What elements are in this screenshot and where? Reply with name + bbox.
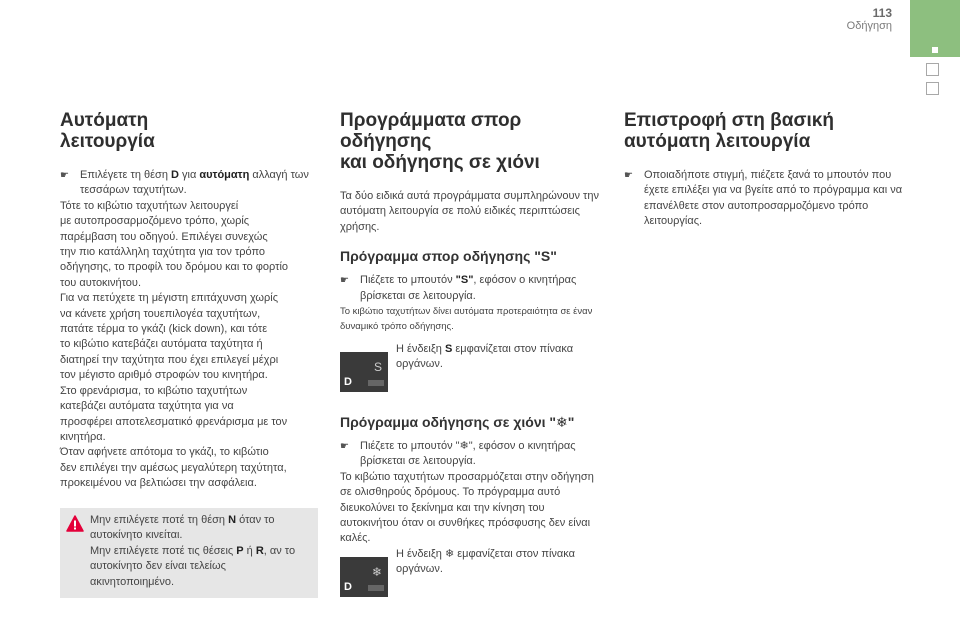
tab-marker — [932, 47, 938, 53]
section-name: Οδήγηση — [846, 20, 892, 32]
indicator-text: Η ένδειξη ❄ εμφανίζεται στον πίνακα οργάνων. — [396, 547, 575, 576]
instruction-bullet: ☛ Πιέζετε το μπουτόν "S", εφόσον ο κινητήρας βρίσκεται σε λειτουργία. — [340, 274, 577, 302]
snow-indicator — [340, 547, 602, 611]
chapter-marker-empty — [926, 63, 939, 76]
column-special-programs — [340, 110, 602, 611]
snow-heading: Πρόγραμμα οδήγησης σε χιόνι "❄" — [340, 414, 575, 431]
instruction-bullet: ☛ Πιέζετε το μπουτόν "❄", εφόσον ο κινητήρας βρίσκεται σε λειτουργία. — [340, 440, 576, 468]
section-title: Προγράμματα σπορ οδήγησης και οδήγησης σε χιόνι — [340, 110, 540, 173]
pointer-hand-icon: ☛ — [340, 441, 349, 453]
sport-note: Το κιβώτιο ταχυτήτων δίνει αυτόματα προτεραιότητα σε έναν δυναμικό τρόπο οδήγησης. — [340, 306, 593, 333]
exclamation-triangle-icon — [66, 515, 84, 533]
snowflake-icon: ❄ — [371, 564, 382, 579]
section-title: Αυτόματη λειτουργία — [60, 110, 155, 152]
sport-indicator — [340, 342, 602, 406]
instrument-panel-image: D S — [340, 352, 388, 392]
column-automatic-mode — [60, 110, 318, 492]
body-text: Τότε το κιβώτιο ταχυτήτων λειτουργεί με αυτοπροσαρμοζόμενο τρόπο, χωρίς παρέμβαση του οδηγού. Επιλέγει συνεχώς την πιο κατάλληλη ταχύτητα για τον τρόπο οδήγησης, το προφίλ του δρόμου και το φορτίο του αυτοκινήτου. Για να πετύχετε τη μέγιστη επιτάχυνση χωρίς να κάνετε χρήση τουεπιλογέα ταχυτήτων, πατάτε τέρμα το γκάζι (kick down), και τότε το κιβώτιο κατεβάζει αυτόματα ταχύτητα ή διατηρεί την ταχύτητα που έχει επιλεγεί μέχρι τον μέγιστο αριθμό στροφών του κινητήρα. Στο φρενάρισμα, το κιβώτιο ταχυτήτων κατεβάζει αυτόματα ταχύτητα για να προσφέρει αποτελεσματικό φρενάρισμα με τον κινητήρα. Όταν αφήνετε απότομα το γκάζι, το κιβώτιο δεν επιλέγει την αμέσως μεγαλύτερη ταχύτητα, προκειμένου να βελτιώσει την ασφάλεια. — [60, 199, 289, 490]
section-title: Επιστροφή στη βασική αυτόματη λειτουργία — [624, 110, 834, 152]
sport-heading: Πρόγραμμα σπορ οδήγησης "S" — [340, 248, 557, 265]
warning-box — [60, 508, 318, 598]
pointer-hand-icon: ☛ — [340, 275, 349, 287]
warning-text: Μην επιλέγετε ποτέ τη θέση N όταν το αυτοκίνητο κινείται. Μην επιλέγετε ποτέ τις θέσεις P ή R, αν το αυτοκίνητο δεν είναι τελείως ακινητοποιημένο. — [90, 514, 296, 588]
page-number: 113 — [872, 6, 892, 20]
intro-text: Τα δύο ειδικά αυτά προγράμματα συμπληρώνουν την αυτόματη λειτουργία σε πολύ ειδικές περιπτώσεις χρήσης. — [340, 190, 599, 233]
instruction-bullet: ☛ Οποιαδήποτε στιγμή, πιέζετε ξανά το μπουτόν που έχετε επιλέξει για να βγείτε από το πρόγραμμα και να επανέλθετε στον αυτοπροσαρμοζόμενο τρόπο λειτουργίας. — [624, 169, 903, 228]
column-return-to-auto — [624, 110, 904, 230]
instrument-panel-image: D ❄ — [340, 557, 388, 597]
chapter-marker-empty — [926, 82, 939, 95]
pointer-hand-icon: ☛ — [624, 170, 633, 181]
instruction-bullet: ☛ Επιλέγετε τη θέση D για αυτόματη αλλαγή των τεσσάρων ταχυτήτων. — [60, 169, 309, 197]
indicator-text: Η ένδειξη S εμφανίζεται στον πίνακα οργάνων. — [396, 343, 574, 371]
page-header — [847, 6, 892, 33]
snow-body: Το κιβώτιο ταχυτήτων προσαρμόζεται στην οδήγηση σε ολισθηρούς δρόμους. Το πρόγραμμα αυτό διευκολύνει το ξεκίνημα και την κίνηση του αυτοκινήτου όταν οι συνθήκες πρόσφυσης δεν είναι καλές. — [340, 470, 594, 545]
chapter-tab — [910, 0, 960, 57]
pointer-hand-icon: ☛ — [60, 170, 69, 181]
